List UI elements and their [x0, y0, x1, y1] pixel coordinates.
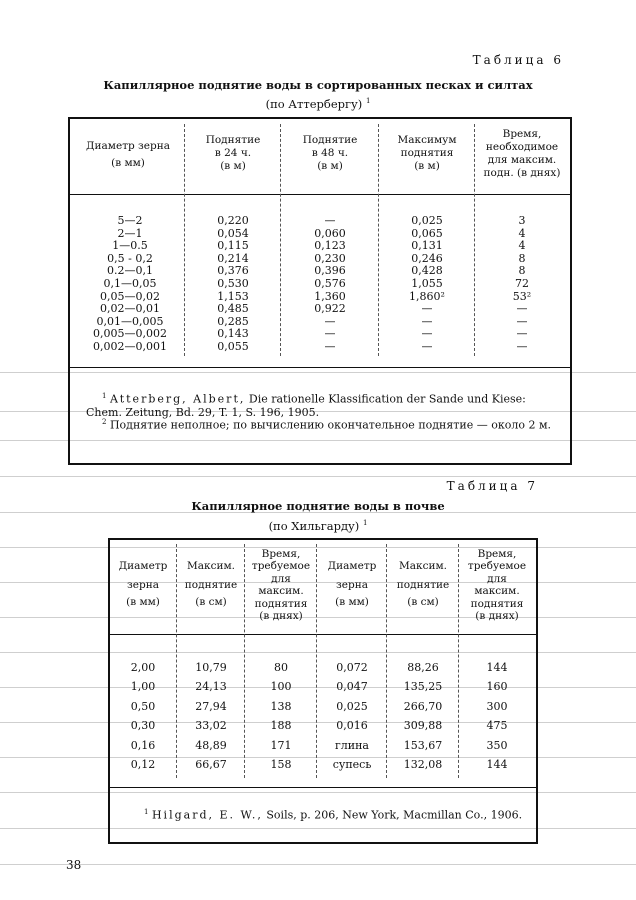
- table-cell: 160: [486, 680, 508, 694]
- table-cell: 0,025: [336, 699, 368, 713]
- table-cell: 0,065: [411, 226, 443, 240]
- t7-column-time-2: [460, 658, 534, 774]
- table-cell: 153,67: [403, 738, 443, 752]
- table-cell: 0,047: [336, 680, 368, 694]
- table-cell: 1,00: [130, 680, 156, 694]
- table-cell: 0,01—0,005: [96, 314, 164, 328]
- t6-header-rise24: Поднятие в 24 ч. (в м): [205, 134, 261, 172]
- table-cell: 0,576: [314, 276, 346, 290]
- table-cell: 188: [270, 719, 292, 733]
- table-cell: 0,123: [314, 239, 346, 253]
- table-cell: 4: [518, 239, 526, 253]
- t7-header-max-1: Максим. поднятие (в см): [184, 560, 238, 608]
- ruled-line: [0, 476, 636, 477]
- table-cell: 48,89: [195, 738, 227, 752]
- table-6-caption: Таблица 6: [472, 53, 564, 67]
- table-cell: 80: [274, 661, 288, 674]
- table-cell: 0,02—0,01: [100, 302, 160, 316]
- table-cell: 0,054: [217, 226, 249, 240]
- table-cell: 100: [270, 680, 292, 694]
- t7-column-max-1: [178, 658, 244, 774]
- table-cell: 0,005—0,002: [93, 327, 167, 341]
- table-cell: 144: [486, 661, 508, 674]
- t7-header-max-2: Максим. поднятие (в см): [396, 560, 450, 608]
- table-cell: 0,016: [336, 719, 368, 733]
- table-cell: супесь: [332, 757, 372, 771]
- table-cell: 66,67: [195, 757, 227, 771]
- table-cell: 0,376: [217, 264, 249, 278]
- table-6-title: Капиллярное поднятие воды в сортированных песках и силтах: [103, 78, 533, 92]
- table-cell: —: [516, 302, 528, 316]
- table-cell: 0,922: [314, 302, 346, 316]
- table-cell: 0,485: [217, 302, 249, 316]
- table-cell: 0,50: [130, 699, 156, 713]
- table-6-header-rule: [70, 194, 570, 195]
- table-cell: 0,12: [130, 757, 156, 771]
- table-cell: 0,30: [130, 719, 156, 733]
- table-cell: 158: [270, 757, 292, 771]
- table-cell: 2—1: [117, 226, 143, 240]
- table-cell: 27,94: [195, 699, 227, 713]
- table-cell: 53²: [512, 289, 532, 303]
- table-cell: 8: [518, 251, 526, 265]
- table-6-footnote-1: $^1$ Atterberg, Albert, Die rationelle Klassification der Sande und Kiese: Chem. Zeitung, Bd. 29, T. 1, S. 196, 1905.: [86, 392, 526, 419]
- table-cell: 0,220: [217, 214, 249, 227]
- table-cell: 135,25: [403, 680, 443, 694]
- table-cell: 0,428: [411, 264, 443, 278]
- table-cell: 0,002—0,001: [93, 339, 167, 353]
- table-7-caption: Таблица 7: [446, 479, 538, 493]
- table-cell: 1—0.5: [112, 239, 148, 253]
- table-cell: 1,360: [314, 289, 346, 303]
- table-cell: 0,072: [336, 661, 368, 674]
- t7-column-diameter-1: [110, 658, 176, 774]
- table-cell: 33,02: [195, 719, 227, 733]
- table-cell: —: [324, 314, 336, 328]
- table-cell: 72: [515, 276, 529, 290]
- table-cell: —: [516, 327, 528, 341]
- table-cell: 5—2: [117, 214, 143, 227]
- table-cell: 475: [486, 719, 508, 733]
- table-cell: 171: [270, 738, 292, 752]
- table-cell: 0,5 - 0,2: [107, 251, 153, 265]
- table-cell: 0,214: [217, 251, 249, 265]
- table-cell: 300: [486, 699, 508, 713]
- t6-column-diameter: [80, 215, 180, 354]
- t7-header-time-2: Время, требуемое для максим. поднятия (в днях): [467, 548, 527, 623]
- table-cell: —: [324, 339, 336, 353]
- table-cell: 3: [518, 214, 526, 227]
- table-cell: 350: [486, 738, 508, 752]
- table-6-footnote-2: $^2$ Поднятие неполное; по вычислению окончательное поднятие — около 2 м.: [102, 418, 552, 432]
- t6-header-max: Максимум поднятия (в м): [397, 134, 457, 172]
- t7-column-time-1: [246, 658, 316, 774]
- table-cell: 138: [270, 699, 292, 713]
- table-cell: 1,055: [411, 276, 443, 290]
- table-6-subtitle: (по Аттербергу) $^1$: [265, 97, 371, 111]
- table-cell: 132,08: [403, 757, 443, 771]
- table-cell: 266,70: [403, 699, 443, 713]
- table-cell: —: [421, 339, 433, 353]
- table-7-subtitle: (по Хильгарду) $^1$: [268, 519, 368, 533]
- table-cell: —: [324, 327, 336, 341]
- table-cell: —: [324, 214, 336, 227]
- t7-header-diameter-2: Диаметр зерна (в мм): [327, 560, 377, 608]
- table-cell: 0,060: [314, 226, 346, 240]
- table-cell: 8: [518, 264, 526, 278]
- t6-column-max: [380, 215, 474, 354]
- table-cell: —: [516, 314, 528, 328]
- table-cell: 0,115: [217, 239, 249, 253]
- table-cell: 1,153: [217, 289, 249, 303]
- t6-column-time: [476, 215, 568, 354]
- table-cell: —: [516, 339, 528, 353]
- table-cell: 309,88: [403, 719, 443, 733]
- table-cell: 0.2—0,1: [107, 264, 153, 278]
- table-cell: 2,00: [130, 661, 156, 674]
- table-cell: 0,246: [411, 251, 443, 265]
- t6-header-rise48: Поднятие в 48 ч. (в м): [302, 134, 358, 172]
- t7-header-time-1: Время, требуемое для максим. поднятия (в днях): [251, 548, 311, 623]
- t6-header-diameter: Диаметр зерна (в мм): [86, 140, 170, 169]
- table-cell: глина: [335, 738, 369, 752]
- table-cell: 0,131: [411, 239, 443, 253]
- table-7-header-rule: [110, 634, 536, 635]
- table-cell: 24,13: [195, 680, 227, 694]
- table-cell: 0,230: [314, 251, 346, 265]
- table-cell: 0,1—0,05: [103, 276, 157, 290]
- table-cell: 0,025: [411, 214, 443, 227]
- t7-column-diameter-2: [318, 658, 386, 774]
- table-cell: 0,055: [217, 339, 249, 353]
- table-cell: —: [421, 314, 433, 328]
- table-7-footnote: $^1$ Hilgard, E. W., Soils, p. 206, New York, Macmillan Co., 1906.: [144, 808, 523, 822]
- table-cell: 0,530: [217, 276, 249, 290]
- table-cell: 0,16: [130, 738, 156, 752]
- table-cell: 0,05—0,02: [100, 289, 160, 303]
- table-cell: 144: [486, 757, 508, 771]
- table-cell: 4: [518, 226, 526, 240]
- table-cell: 88,26: [407, 661, 439, 674]
- table-cell: —: [421, 327, 433, 341]
- table-cell: 0,396: [314, 264, 346, 278]
- table-7-title: Капиллярное поднятие воды в почве: [191, 499, 445, 513]
- table-6-body-rule: [70, 367, 570, 368]
- t6-column-rise24: [186, 215, 280, 354]
- table-cell: 10,79: [195, 661, 227, 674]
- t6-header-time: Время, необходимое для максим. подн. (в днях): [483, 128, 561, 179]
- ruled-line: [0, 864, 636, 865]
- table-cell: 0,285: [217, 314, 249, 328]
- t7-header-diameter-1: Диаметр зерна (в мм): [118, 560, 168, 608]
- t7-column-max-2: [388, 658, 458, 774]
- table-cell: —: [421, 302, 433, 316]
- table-cell: 0,143: [217, 327, 249, 341]
- t6-column-rise48: [282, 215, 378, 354]
- page-number: 38: [66, 858, 82, 872]
- table-7-body-rule: [110, 787, 536, 788]
- table-cell: 1,860²: [409, 289, 445, 303]
